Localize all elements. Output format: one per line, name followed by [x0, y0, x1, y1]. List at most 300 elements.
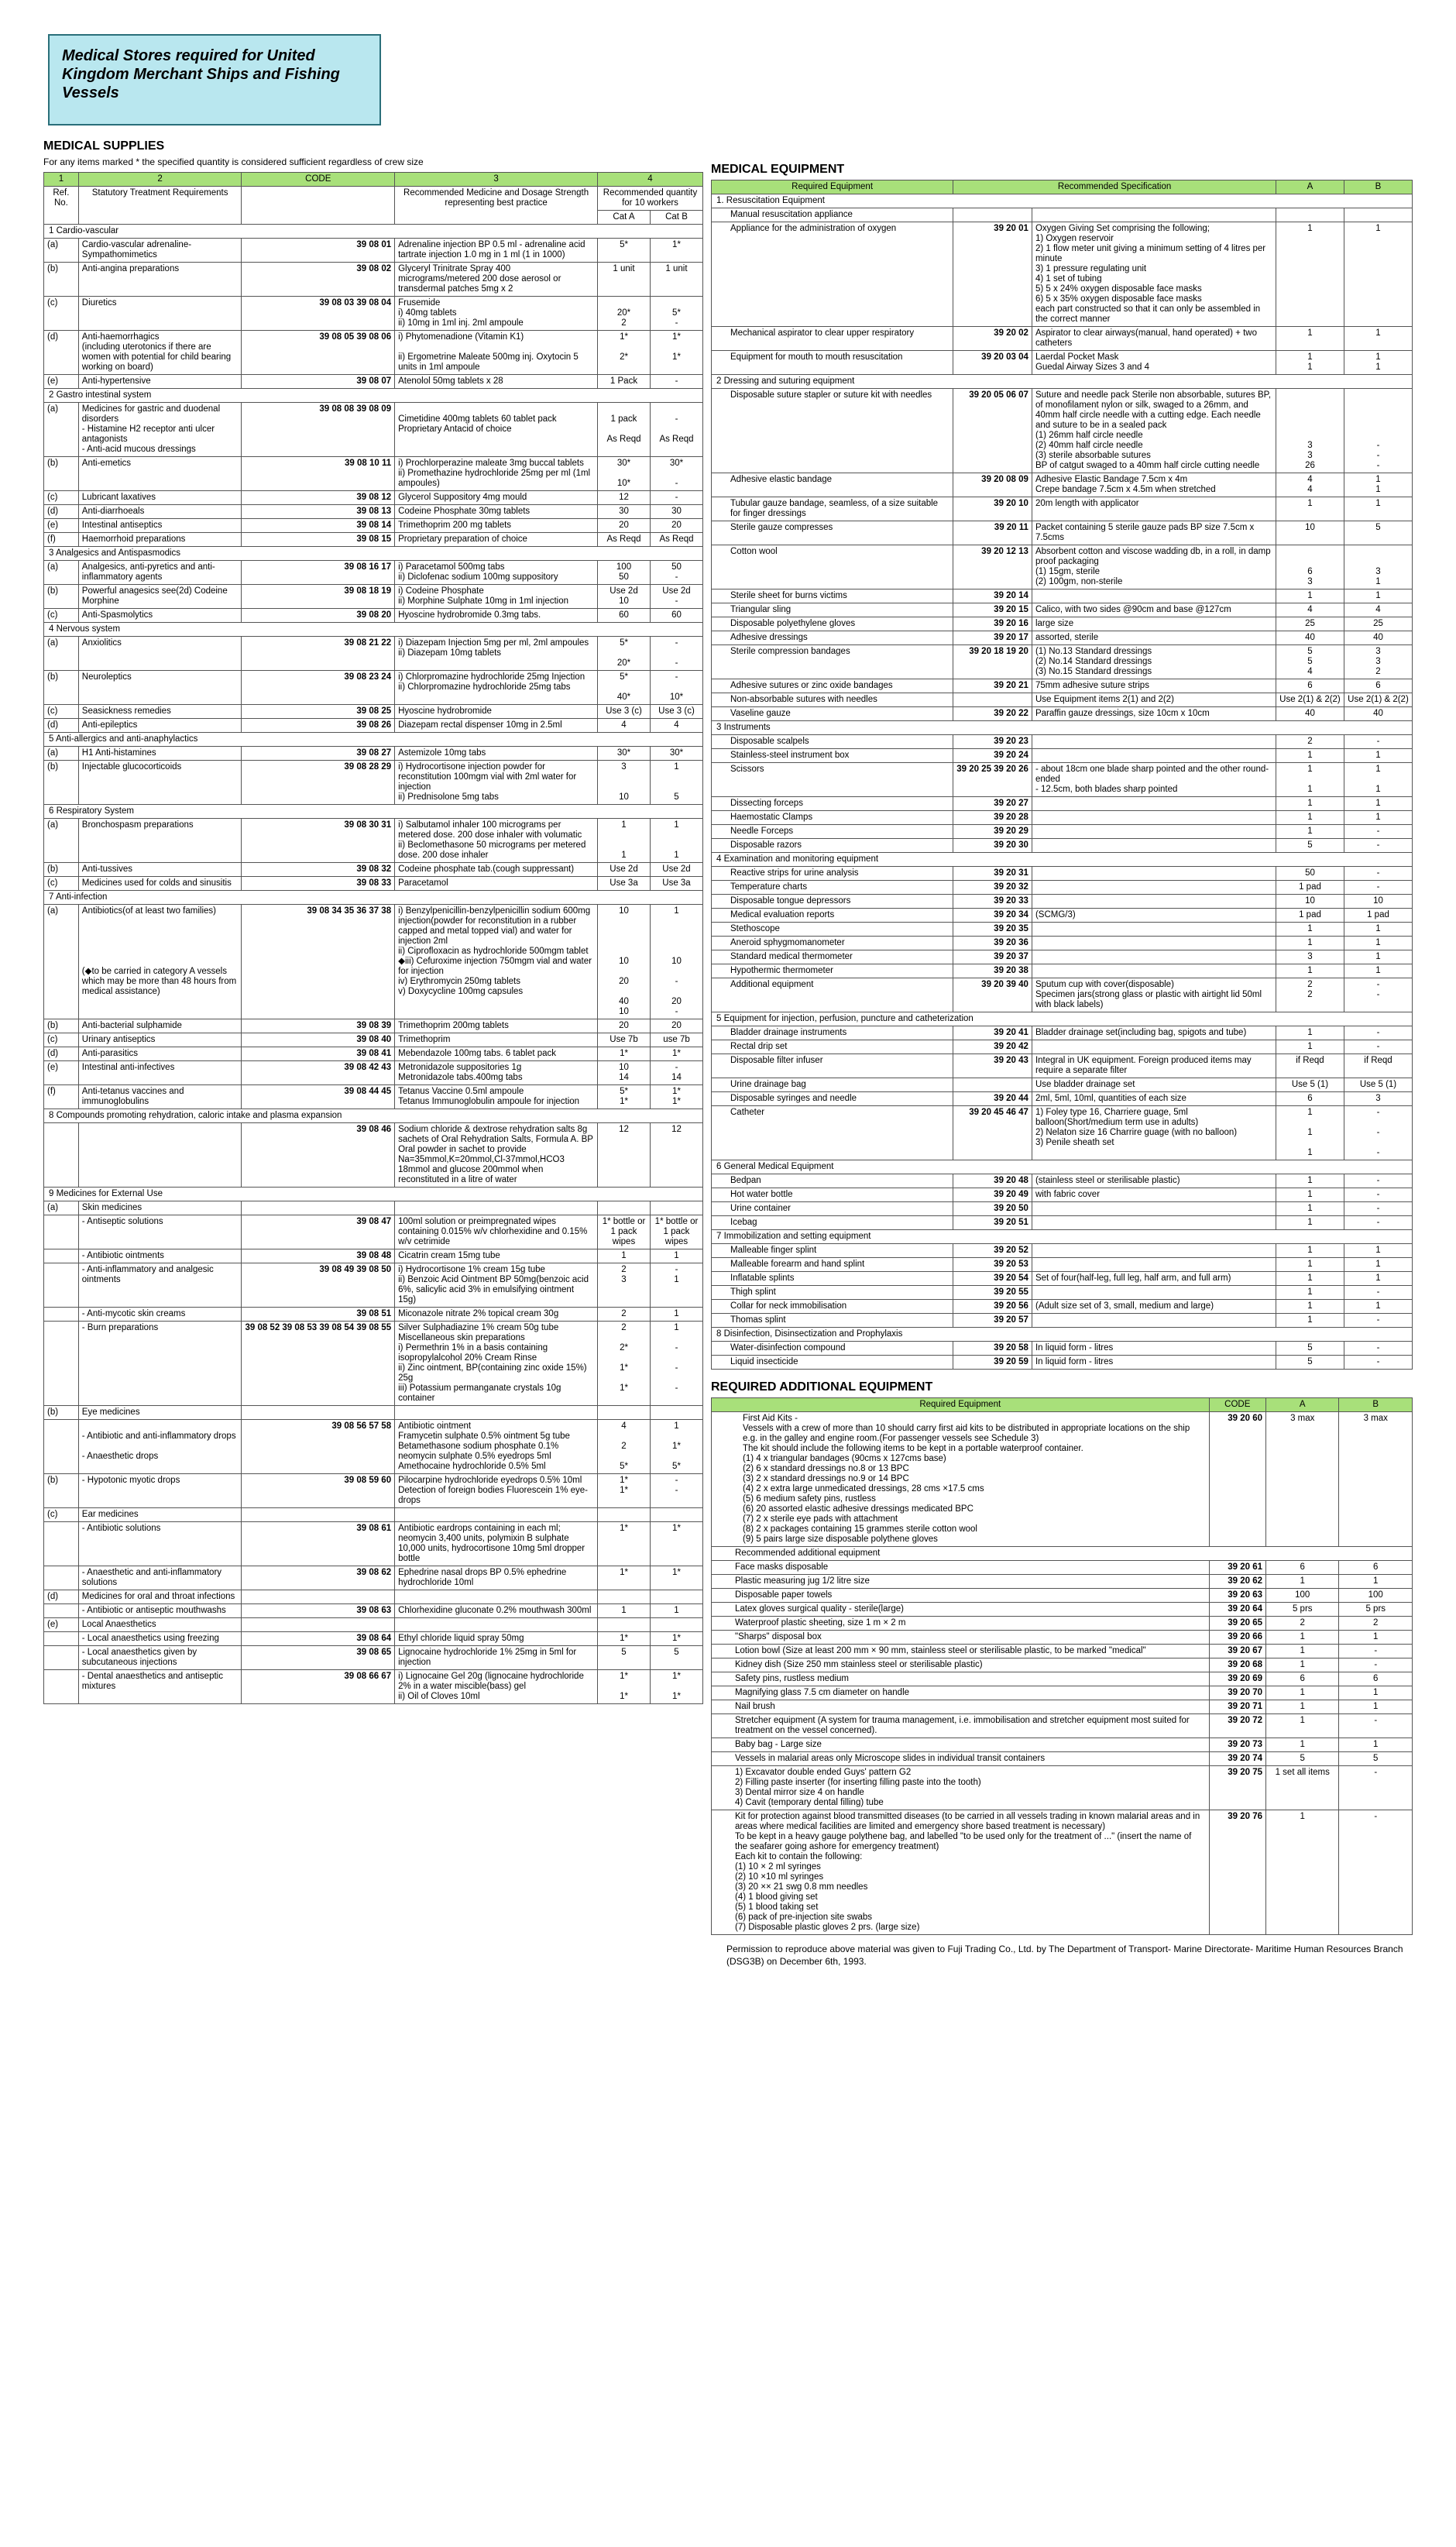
- medicine-dosage: Diazepam rectal dispenser 10mg in 2.5ml: [395, 719, 598, 733]
- table-row: [44, 637, 703, 671]
- ref-no: (c): [44, 1508, 79, 1522]
- required-equipment: Disposable tongue depressors: [712, 895, 953, 909]
- item-code: 39 20 33: [953, 895, 1032, 909]
- specification: assorted, sterile: [1032, 631, 1276, 645]
- table-row: [712, 1714, 1413, 1738]
- ref-no: [44, 1646, 79, 1670]
- qty-cat-a: 4 2 5*: [598, 1420, 651, 1474]
- required-equipment: 1) Excavator double ended Guys' pattern G2 2) Filling paste inserter (for inserting filling paste into the tooth) 3) Dental mirror size 4 on handle 4) Cavit (temporary dental filling) tube: [712, 1766, 1210, 1810]
- first-aid-kit-row: [712, 1412, 1413, 1547]
- qty-b: 1: [1344, 1272, 1412, 1286]
- qty-b: 6: [1339, 1672, 1413, 1686]
- specification: [1032, 867, 1276, 881]
- item-code: 39 20 74: [1209, 1752, 1265, 1766]
- item-code: 39 20 66: [1209, 1631, 1265, 1645]
- qty-cat-b: 1* 1*: [650, 1085, 702, 1109]
- item-code: 39 08 51: [242, 1308, 395, 1322]
- required-equipment: Urine drainage bag: [712, 1078, 953, 1092]
- table-row: [712, 867, 1413, 881]
- required-equipment: Plastic measuring jug 1/2 litre size: [712, 1575, 1210, 1589]
- item-code: 39 20 23: [953, 735, 1032, 749]
- table-row: [712, 1738, 1413, 1752]
- specification: [1032, 1244, 1276, 1258]
- item-code: 39 08 63: [242, 1604, 395, 1618]
- qty-b: 3 3 2: [1344, 645, 1412, 679]
- qty-cat-a: 1: [598, 1249, 651, 1263]
- qty-cat-a: 1*: [598, 1047, 651, 1061]
- qty-a: 1 1 1: [1276, 1106, 1344, 1160]
- required-equipment: Bedpan: [712, 1174, 953, 1188]
- qty-cat-a: 1*: [598, 1522, 651, 1566]
- title-banner: [48, 34, 381, 125]
- table-row: [712, 1244, 1413, 1258]
- additional-body: [712, 1412, 1413, 1935]
- ref-no: (b): [44, 671, 79, 705]
- qty-a: 25: [1276, 617, 1344, 631]
- medicine-dosage: Antibiotic eardrops containing in each ml; neomycin 3,400 units, polymixin B sulphate 10,000 units, hydrocortisone 10mg 5ml dropper bottle: [395, 1522, 598, 1566]
- specification: Calico, with two sides @90cm and base @127cm: [1032, 603, 1276, 617]
- item-code: 39 20 65: [1209, 1617, 1265, 1631]
- ref-no: (a): [44, 239, 79, 263]
- qty-b: if Reqd: [1344, 1054, 1412, 1078]
- qty-cat-b: 1*: [650, 1632, 702, 1646]
- qty-a: 5: [1276, 839, 1344, 853]
- required-equipment: Scissors: [712, 763, 953, 797]
- item-code: 39 20 63: [1209, 1589, 1265, 1603]
- table-row: [712, 735, 1413, 749]
- ref-no: [44, 1215, 79, 1249]
- qty-a: 5 prs: [1266, 1603, 1339, 1617]
- section-row: [712, 853, 1413, 867]
- medicine-dosage: i) Paracetamol 500mg tabs ii) Diclofenac sodium 100mg suppository: [395, 561, 598, 585]
- item-code: 39 20 73: [1209, 1738, 1265, 1752]
- item-code: 39 20 21: [953, 679, 1032, 693]
- qty-b: 1: [1339, 1631, 1413, 1645]
- item-code: 39 08 34 35 36 37 38: [242, 905, 395, 1019]
- required-equipment: Standard medical thermometer: [712, 950, 953, 964]
- treatment-requirement: Anti-haemorrhagics (including uterotonics if there are women with potential for child bearing working on board): [78, 331, 242, 375]
- col-number-1: 1: [44, 173, 79, 187]
- section-row: [44, 225, 703, 239]
- table-row: [44, 1670, 703, 1704]
- item-code: 39 08 52 39 08 53 39 08 54 39 08 55: [242, 1322, 395, 1406]
- supplies-note: For any items marked * the specified quantity is considered sufficient regardless of crew size: [43, 156, 424, 167]
- table-row: [712, 327, 1413, 351]
- required-equipment: "Sharps" disposal box: [712, 1631, 1210, 1645]
- item-code: 39 20 64: [1209, 1603, 1265, 1617]
- qty-a: 1: [1276, 1272, 1344, 1286]
- table-row: [712, 839, 1413, 853]
- qty-a: 40: [1276, 631, 1344, 645]
- section-row: [44, 1188, 703, 1201]
- ref-no: [44, 1670, 79, 1704]
- table-row: [712, 603, 1413, 617]
- qty-b: -: [1339, 1645, 1413, 1658]
- section-row: [712, 1328, 1413, 1342]
- table-row: [712, 763, 1413, 797]
- treatment-requirement: Neuroleptics: [78, 671, 242, 705]
- item-code: 39 08 13: [242, 505, 395, 519]
- required-equipment: Dissecting forceps: [712, 797, 953, 811]
- item-code: 39 20 12 13: [953, 545, 1032, 589]
- treatment-header: Statutory Treatment Requirements: [78, 187, 242, 225]
- specification: In liquid form - litres: [1032, 1342, 1276, 1356]
- qty-a: 1: [1276, 222, 1344, 327]
- item-code: 39 20 15: [953, 603, 1032, 617]
- treatment-requirement: Anti-hypertensive: [78, 375, 242, 389]
- specification: [1032, 964, 1276, 978]
- qty-b: 1: [1344, 497, 1412, 521]
- qty-b: -: [1344, 735, 1412, 749]
- medicine-dosage: [395, 1508, 598, 1522]
- required-equipment: Temperature charts: [712, 881, 953, 895]
- item-code: 39 20 14: [953, 589, 1032, 603]
- table-row: [712, 1589, 1413, 1603]
- qty-a: 1: [1276, 1314, 1344, 1328]
- section-title: 7 Immobilization and setting equipment: [712, 1230, 1413, 1244]
- required-equipment: Stainless-steel instrument box: [712, 749, 953, 763]
- qty-b: -: [1339, 1766, 1413, 1810]
- qty-cat-b: As Reqd: [650, 533, 702, 547]
- treatment-requirement: Antibiotics(of at least two families) (◆to be carried in category A vessels which may be more than 48 hours from medical assistance): [78, 905, 242, 1019]
- qty-b: 1: [1344, 1244, 1412, 1258]
- qty-b: -: [1344, 1188, 1412, 1202]
- item-code: 39 20 36: [953, 937, 1032, 950]
- medicine-dosage: Mebendazole 100mg tabs. 6 tablet pack: [395, 1047, 598, 1061]
- table-row: [44, 761, 703, 805]
- col-number-4: 4: [598, 173, 703, 187]
- medicine-dosage: [395, 1618, 598, 1632]
- qty-b: -: [1344, 825, 1412, 839]
- specification: Oxygen Giving Set comprising the following; 1) Oxygen reservoir 2) 1 flow meter unit giving a minimum setting of 4 litres per minute 3) 1 pressure regulating unit 4) 1 set of tubing 5) 5 x 24% oxygen disposable face masks 6) 5 x 35% oxygen disposable face masks each part constructed so that it can only be assembled in the correct manner: [1032, 222, 1276, 327]
- specification: (Adult size set of 3, small, medium and large): [1032, 1300, 1276, 1314]
- item-code: 39 20 10: [953, 497, 1032, 521]
- additional-col-required: Required Equipment: [712, 1398, 1210, 1412]
- section-row: [712, 194, 1413, 208]
- qty-a: 6 3: [1276, 545, 1344, 589]
- qty-a: 1: [1276, 1286, 1344, 1300]
- table-row: [44, 1474, 703, 1508]
- qty-b: 1: [1344, 950, 1412, 964]
- qty-cat-b: [650, 1406, 702, 1420]
- item-code: [242, 1618, 395, 1632]
- qty-b: 1 1: [1344, 351, 1412, 375]
- qty-cat-b: 1 - - -: [650, 1322, 702, 1406]
- treatment-requirement: Anti-Spasmolytics: [78, 609, 242, 623]
- qty-a: [1276, 208, 1344, 222]
- specification: Packet containing 5 sterile gauze pads BP size 7.5cm x 7.5cms: [1032, 521, 1276, 545]
- required-equipment: Adhesive elastic bandage: [712, 473, 953, 497]
- required-equipment: Adhesive sutures or zinc oxide bandages: [712, 679, 953, 693]
- specification: [1032, 895, 1276, 909]
- item-code: 39 20 37: [953, 950, 1032, 964]
- specification: 20m length with applicator: [1032, 497, 1276, 521]
- ref-no: (e): [44, 375, 79, 389]
- section-title: 3 Instruments: [712, 721, 1413, 735]
- item-code: 39 08 28 29: [242, 761, 395, 805]
- table-row: [44, 1061, 703, 1085]
- table-row: [44, 1632, 703, 1646]
- table-row: [712, 1272, 1413, 1286]
- item-code: 39 08 48: [242, 1249, 395, 1263]
- ref-no: (a): [44, 561, 79, 585]
- item-code: [953, 693, 1032, 707]
- qty-cat-a: 1: [598, 1604, 651, 1618]
- qty-cat-a: 1* 1*: [598, 1670, 651, 1704]
- qty-cat-a: Use 3 (c): [598, 705, 651, 719]
- table-row: [44, 905, 703, 1019]
- item-code: 39 20 03 04: [953, 351, 1032, 375]
- item-code: 39 08 66 67: [242, 1670, 395, 1704]
- qty-a: 1: [1276, 937, 1344, 950]
- qty-cat-b: 20: [650, 1019, 702, 1033]
- required-equipment: Catheter: [712, 1106, 953, 1160]
- qty-b: - - -: [1344, 389, 1412, 473]
- item-code: 39 08 62: [242, 1566, 395, 1590]
- item-code: 39 08 61: [242, 1522, 395, 1566]
- ref-no: (c): [44, 609, 79, 623]
- item-code: 39 08 42 43: [242, 1061, 395, 1085]
- qty-b: Use 2(1) & 2(2): [1344, 693, 1412, 707]
- medicine-dosage: Silver Sulphadiazine 1% cream 50g tube Miscellaneous skin preparations i) Permethrin 1% in a basis containing isopropylalcohol 20% Cream Rinse ii) Zinc ointment, BP(containing zinc oxide 15%) 25g iii) Potassium permanganate crystals 10g container: [395, 1322, 598, 1406]
- table-row: [712, 1314, 1413, 1328]
- equipment-col-a: A: [1276, 180, 1344, 194]
- qty-b: -: [1339, 1658, 1413, 1672]
- required-equipment: Collar for neck immobilisation: [712, 1300, 953, 1314]
- table-row: [44, 1047, 703, 1061]
- specification: (stainless steel or sterilisable plastic): [1032, 1174, 1276, 1188]
- specification: [1032, 1040, 1276, 1054]
- qty-cat-a: 10 14: [598, 1061, 651, 1085]
- item-code: 39 08 56 57 58: [242, 1420, 395, 1474]
- ref-no: (b): [44, 863, 79, 877]
- treatment-requirement: Urinary antiseptics: [78, 1033, 242, 1047]
- qty-a: 1 set all items: [1266, 1766, 1339, 1810]
- table-row: [712, 909, 1413, 923]
- qty-b: 1: [1344, 1300, 1412, 1314]
- qty-cat-b: 30: [650, 505, 702, 519]
- section-title: 7 Anti-infection: [44, 891, 703, 905]
- treatment-requirement: Powerful anagesics see(2d) Codeine Morphine: [78, 585, 242, 609]
- item-code: [242, 1406, 395, 1420]
- qty-b: 1: [1344, 749, 1412, 763]
- qty-cat-a: 1* bottle or 1 pack wipes: [598, 1215, 651, 1249]
- item-code: 39 08 44 45: [242, 1085, 395, 1109]
- equipment-header-row: [712, 180, 1413, 194]
- qty-b: 5: [1339, 1752, 1413, 1766]
- qty-a: 1: [1276, 1040, 1344, 1054]
- ref-no: (d): [44, 1590, 79, 1604]
- section-title: 2 Dressing and suturing equipment: [712, 375, 1413, 389]
- specification: [1032, 923, 1276, 937]
- required-equipment: Disposable syringes and needle: [712, 1092, 953, 1106]
- specification: (SCMG/3): [1032, 909, 1276, 923]
- item-code: 39 20 51: [953, 1216, 1032, 1230]
- qty-a: 2: [1276, 735, 1344, 749]
- additional-col-a: A: [1266, 1398, 1339, 1412]
- medicine-header: Recommended Medicine and Dosage Strength representing best practice: [395, 187, 598, 225]
- required-equipment: Disposable scalpels: [712, 735, 953, 749]
- medicine-dosage: Cicatrin cream 15mg tube: [395, 1249, 598, 1263]
- specification: [1032, 1216, 1276, 1230]
- required-equipment: Baby bag - Large size: [712, 1738, 1210, 1752]
- qty-cat-a: 5* 1*: [598, 1085, 651, 1109]
- item-code: 39 20 27: [953, 797, 1032, 811]
- specification: [1032, 937, 1276, 950]
- qty-cat-b: 30* -: [650, 457, 702, 491]
- qty-cat-a: Use 3a: [598, 877, 651, 891]
- specification: Sputum cup with cover(disposable) Specimen jars(strong glass or plastic with airtight lid 50ml with black labels): [1032, 978, 1276, 1012]
- medicine-dosage: Trimethoprim 200mg tablets: [395, 1019, 598, 1033]
- table-row: [712, 1658, 1413, 1672]
- item-code: 39 20 38: [953, 964, 1032, 978]
- required-equipment: Kit for protection against blood transmitted diseases (to be carried in all vessels trading in known malarial areas and in areas where medical facilities are limited and emergency shore based treatment is necessary) To be kept in a heavy gauge polythene bag, and labelled "to be used only for the treatment of ..." (insert the name of the seafarer going ashore for emergency treatment) Each kit to contain the following: (1) 10 × 2 ml syringes (2) 10 ×10 ml syringes (3) 20 ×× 21 swg 0.8 mm needles (4) 1 blood giving set (5) 1 blood taking set (6) pack of pre-injection site swabs (7) Disposable plastic gloves 2 prs. (large size): [712, 1810, 1210, 1935]
- qty-b: -: [1344, 881, 1412, 895]
- qty-a: 1: [1276, 1216, 1344, 1230]
- item-code: 39 20 32: [953, 881, 1032, 895]
- table-row: [44, 1406, 703, 1420]
- required-equipment: Water-disinfection compound: [712, 1342, 953, 1356]
- qty-a: 1: [1266, 1738, 1339, 1752]
- table-row: [44, 239, 703, 263]
- required-equipment: Appliance for the administration of oxygen: [712, 222, 953, 327]
- qty-cat-a: 2: [598, 1308, 651, 1322]
- item-code: 39 08 41: [242, 1047, 395, 1061]
- specification: Aspirator to clear airways(manual, hand operated) + two catheters: [1032, 327, 1276, 351]
- table-row: [44, 533, 703, 547]
- table-row: [712, 521, 1413, 545]
- table-row: [712, 1810, 1413, 1935]
- supplies-col-number-row: [44, 173, 703, 187]
- qty-b: Use 5 (1): [1344, 1078, 1412, 1092]
- required-equipment: Thigh splint: [712, 1286, 953, 1300]
- qty-b: 40: [1344, 707, 1412, 721]
- table-row: [712, 693, 1413, 707]
- treatment-requirement: - Burn preparations: [78, 1322, 242, 1406]
- qty-a: 1: [1276, 964, 1344, 978]
- treatment-requirement: Diuretics: [78, 297, 242, 331]
- required-equipment: Thomas splint: [712, 1314, 953, 1328]
- qty-b: 1: [1344, 1258, 1412, 1272]
- required-equipment: Nail brush: [712, 1700, 1210, 1714]
- qty-b: -: [1344, 1356, 1412, 1370]
- additional-col-b: B: [1339, 1398, 1413, 1412]
- required-equipment: Stethoscope: [712, 923, 953, 937]
- qty-cat-a: [598, 1590, 651, 1604]
- table-row: [712, 222, 1413, 327]
- qty-cat-a: 5: [598, 1646, 651, 1670]
- specification: Integral in UK equipment. Foreign produced items may require a separate filter: [1032, 1054, 1276, 1078]
- medicine-dosage: Cimetidine 400mg tablets 60 tablet pack Proprietary Antacid of choice: [395, 403, 598, 457]
- qty-a: 2: [1266, 1617, 1339, 1631]
- required-equipment: Rectal drip set: [712, 1040, 953, 1054]
- qty-cat-a: 1 pack As Reqd: [598, 403, 651, 457]
- treatment-requirement: - Antibiotic and anti-inflammatory drops - Anaesthetic drops: [78, 1420, 242, 1474]
- qty-cat-b: Use 2d -: [650, 585, 702, 609]
- qty-b: -: [1344, 1314, 1412, 1328]
- ref-no: (b): [44, 1474, 79, 1508]
- col-number-3: 3: [395, 173, 598, 187]
- item-code: 39 20 24: [953, 749, 1032, 763]
- qty-cat-b: 50 -: [650, 561, 702, 585]
- qty-b: [1344, 208, 1412, 222]
- specification: Bladder drainage set(including bag, spigots and tube): [1032, 1026, 1276, 1040]
- required-equipment: Lotion bowl (Size at least 200 mm × 90 mm, stainless steel or sterilisable plastic, to be marked "medical": [712, 1645, 1210, 1658]
- required-equipment: Additional equipment: [712, 978, 953, 1012]
- treatment-requirement: - Antibiotic ointments: [78, 1249, 242, 1263]
- required-equipment: Malleable finger splint: [712, 1244, 953, 1258]
- table-row: [712, 797, 1413, 811]
- qty-a: 1: [1276, 1026, 1344, 1040]
- item-code: 39 20 34: [953, 909, 1032, 923]
- qty-cat-a: 20* 2: [598, 297, 651, 331]
- qty-a: 1: [1276, 327, 1344, 351]
- section-row: [44, 891, 703, 905]
- additional-table: [711, 1397, 1413, 1935]
- medicine-dosage: Proprietary preparation of choice: [395, 533, 598, 547]
- qty-cat-a: 2 2* 1* 1*: [598, 1322, 651, 1406]
- qty-a: 1: [1276, 923, 1344, 937]
- ref-no: (b): [44, 1406, 79, 1420]
- medicine-dosage: Ephedrine nasal drops BP 0.5% ephedrine hydrochloride 10ml: [395, 1566, 598, 1590]
- item-code: 39 08 12: [242, 491, 395, 505]
- qty-b: 1 1: [1344, 763, 1412, 797]
- table-row: [712, 631, 1413, 645]
- section-row: [44, 623, 703, 637]
- medicine-dosage: Atenolol 50mg tablets x 28: [395, 375, 598, 389]
- qty-a: 1: [1276, 1258, 1344, 1272]
- medical-equipment-section: [711, 132, 1413, 1968]
- table-row: [712, 1216, 1413, 1230]
- required-equipment: Mechanical aspirator to clear upper respiratory: [712, 327, 953, 351]
- table-row: [712, 1575, 1413, 1589]
- required-equipment: Haemostatic Clamps: [712, 811, 953, 825]
- qty-a: 3 3 26: [1276, 389, 1344, 473]
- first-aid-kit-a: 3 max: [1266, 1412, 1339, 1547]
- item-code: 39 08 08 39 08 09: [242, 403, 395, 457]
- section-title: 3 Analgesics and Antispasmodics: [44, 547, 703, 561]
- qty-cat-b: 1*: [650, 239, 702, 263]
- table-row: [712, 1356, 1413, 1370]
- qty-b: - - -: [1344, 1106, 1412, 1160]
- medicine-dosage: Adrenaline injection BP 0.5 ml - adrenaline acid tartrate injection 1.0 mg in 1 ml (1 in 1000): [395, 239, 598, 263]
- table-row: [712, 825, 1413, 839]
- table-row: [712, 208, 1413, 222]
- item-code: 39 08 21 22: [242, 637, 395, 671]
- specification: Absorbent cotton and viscose wadding db, in a roll, in damp proof packaging (1) 15gm, sterile (2) 100gm, non-sterile: [1032, 545, 1276, 589]
- qty-cat-b: [650, 1618, 702, 1632]
- qty-b: -: [1344, 1216, 1412, 1230]
- specification: Use Equipment items 2(1) and 2(2): [1032, 693, 1276, 707]
- qty-cat-a: [598, 1406, 651, 1420]
- qty-a: 10: [1276, 895, 1344, 909]
- item-code: 39 20 30: [953, 839, 1032, 853]
- item-code: 39 08 59 60: [242, 1474, 395, 1508]
- ref-no: (d): [44, 505, 79, 519]
- treatment-requirement: Medicines for gastric and duodenal disorders - Histamine H2 receptor anti ulcer antagonists - Anti-acid mucous dressings: [78, 403, 242, 457]
- qty-b: -: [1344, 1040, 1412, 1054]
- medicine-dosage: Tetanus Vaccine 0.5ml ampoule Tetanus Immunoglobulin ampoule for injection: [395, 1085, 598, 1109]
- qty-cat-b: 12: [650, 1123, 702, 1188]
- item-code: 39 08 40: [242, 1033, 395, 1047]
- table-row: [44, 877, 703, 891]
- first-aid-kit-code: 39 20 60: [1209, 1412, 1265, 1547]
- specification: 2ml, 5ml, 10ml, quantities of each size: [1032, 1092, 1276, 1106]
- section-title: 2 Gastro intestinal system: [44, 389, 703, 403]
- table-row: [44, 719, 703, 733]
- qty-b: - -: [1344, 978, 1412, 1012]
- table-row: [44, 1085, 703, 1109]
